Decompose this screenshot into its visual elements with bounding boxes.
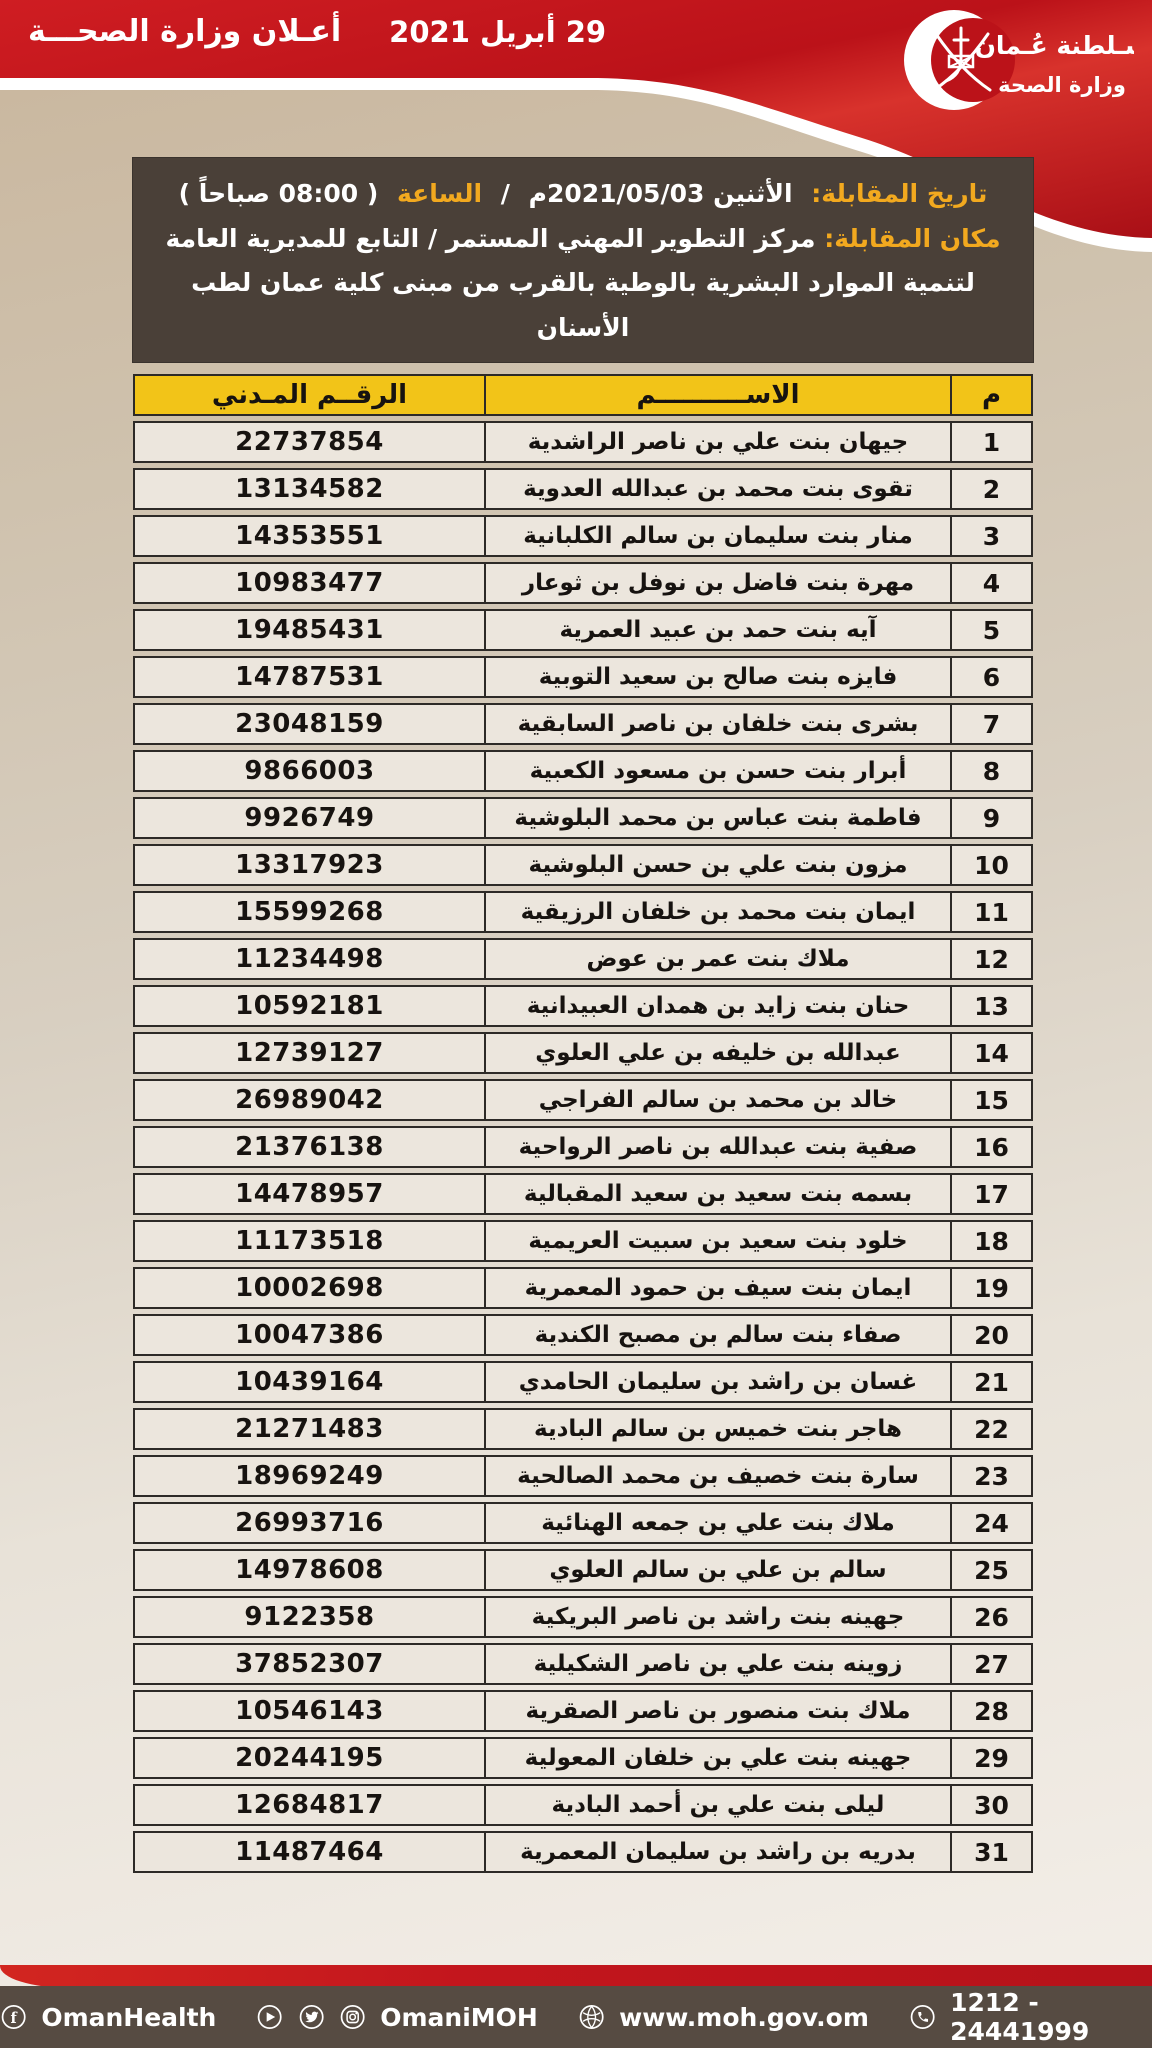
table-row: [133, 1831, 1033, 1873]
row-civil-id: 37852307: [133, 1643, 484, 1685]
row-civil-id: 10983477: [133, 562, 484, 604]
row-index: 18: [950, 1220, 1033, 1262]
row-index: 24: [950, 1502, 1033, 1544]
table-row: [133, 1079, 1033, 1121]
row-index: 16: [950, 1126, 1033, 1168]
table-row: [133, 515, 1033, 557]
row-index: 8: [950, 750, 1033, 792]
interview-time-label: الساعة: [397, 179, 483, 208]
table-row: [133, 1314, 1033, 1356]
interview-date-label: تاريخ المقابلة:: [811, 179, 988, 208]
header-text-group: [28, 14, 606, 49]
table-row: [133, 985, 1033, 1027]
row-index: 3: [950, 515, 1033, 557]
row-name: ايمان بنت سيف بن حمود المعمرية: [484, 1267, 950, 1309]
row-name: زوينه بنت علي بن ناصر الشكيلية: [484, 1643, 950, 1685]
row-name: بشرى بنت خلفان بن ناصر السابقية: [484, 703, 950, 745]
row-name: فايزه بنت صالح بن سعيد التوبية: [484, 656, 950, 698]
row-name: ايمان بنت محمد بن خلفان الرزيقية: [484, 891, 950, 933]
table-row: [133, 1361, 1033, 1403]
row-index: 11: [950, 891, 1033, 933]
table-row: [133, 656, 1033, 698]
oman-moh-emblem-icon: [894, 2, 1134, 120]
row-civil-id: 21376138: [133, 1126, 484, 1168]
website-globe-icon: [578, 2001, 605, 2033]
row-index: 31: [950, 1831, 1033, 1873]
table-row: [133, 1126, 1033, 1168]
table-row: [133, 1643, 1033, 1685]
row-civil-id: 18969249: [133, 1455, 484, 1497]
table-row: [133, 1549, 1033, 1591]
row-civil-id: 14353551: [133, 515, 484, 557]
row-index: 12: [950, 938, 1033, 980]
row-index: 27: [950, 1643, 1033, 1685]
table-row: [133, 891, 1033, 933]
row-index: 10: [950, 844, 1033, 886]
column-header-civil-id: الرقــم المـدني: [133, 374, 484, 416]
row-name: خلود بنت سعيد بن سبيت العريمية: [484, 1220, 950, 1262]
row-index: 5: [950, 609, 1033, 651]
row-name: سالم بن علي بن سالم العلوي: [484, 1549, 950, 1591]
phone-icon: [909, 2001, 936, 2033]
social-handle: OmaniMOH: [380, 2002, 538, 2032]
row-index: 21: [950, 1361, 1033, 1403]
row-civil-id: 10592181: [133, 985, 484, 1027]
row-civil-id: 20244195: [133, 1737, 484, 1779]
row-civil-id: 13134582: [133, 468, 484, 510]
svg-text:f: f: [10, 2009, 17, 2027]
row-civil-id: 23048159: [133, 703, 484, 745]
row-name: منار بنت سليمان بن سالم الكلبانية: [484, 515, 950, 557]
row-index: 9: [950, 797, 1033, 839]
table-row: [133, 1784, 1033, 1826]
row-name: مهرة بنت فاضل بن نوفل بن ثوعار: [484, 562, 950, 604]
row-civil-id: 26993716: [133, 1502, 484, 1544]
footer-red-stripe: [0, 1965, 1152, 1988]
table-row: [133, 1173, 1033, 1215]
facebook-handle: OmanHealth: [41, 2002, 217, 2032]
row-civil-id: 9926749: [133, 797, 484, 839]
table-row: [133, 562, 1033, 604]
row-civil-id: 11234498: [133, 938, 484, 980]
row-civil-id: 10439164: [133, 1361, 484, 1403]
row-index: 28: [950, 1690, 1033, 1732]
row-name: جيهان بنت علي بن ناصر الراشدية: [484, 421, 950, 463]
table-row: [133, 1455, 1033, 1497]
table-row: [133, 1596, 1033, 1638]
table-row: [133, 938, 1033, 980]
row-name: صفاء بنت سالم بن مصبح الكندية: [484, 1314, 950, 1356]
table-header-row: [133, 374, 1033, 416]
row-name: جهينه بنت علي بن خلفان المعولية: [484, 1737, 950, 1779]
row-index: 25: [950, 1549, 1033, 1591]
row-civil-id: 14978608: [133, 1549, 484, 1591]
row-civil-id: 9122358: [133, 1596, 484, 1638]
row-name: ملاك بنت علي بن جمعه الهنائية: [484, 1502, 950, 1544]
row-name: ملاك بنت منصور بن ناصر الصقرية: [484, 1690, 950, 1732]
table-row: [133, 750, 1033, 792]
interview-info-box: [133, 158, 1033, 362]
row-name: تقوى بنت محمد بن عبدالله العدوية: [484, 468, 950, 510]
table-row: [133, 797, 1033, 839]
table-row: [133, 703, 1033, 745]
table-row: [133, 1502, 1033, 1544]
table-row: [133, 1220, 1033, 1262]
row-index: 23: [950, 1455, 1033, 1497]
interview-location-label: مكان المقابلة:: [824, 223, 1001, 253]
table-row: [133, 421, 1033, 463]
candidates-table: [133, 369, 1033, 1878]
row-index: 26: [950, 1596, 1033, 1638]
row-index: 14: [950, 1032, 1033, 1074]
row-index: 20: [950, 1314, 1033, 1356]
row-index: 30: [950, 1784, 1033, 1826]
row-name: ليلى بنت علي بن أحمد البادية: [484, 1784, 950, 1826]
row-civil-id: 13317923: [133, 844, 484, 886]
youtube-icon: [256, 2001, 283, 2033]
table-row: [133, 1267, 1033, 1309]
column-header-index: م: [950, 374, 1033, 416]
row-name: بدريه بن راشد بن سليمان المعمرية: [484, 1831, 950, 1873]
interview-datetime-line: [159, 172, 1007, 217]
row-civil-id: 12684817: [133, 1784, 484, 1826]
row-name: هاجر بنت خميس بن سالم البادية: [484, 1408, 950, 1450]
instagram-icon: [339, 2001, 366, 2033]
row-civil-id: 21271483: [133, 1408, 484, 1450]
row-civil-id: 12739127: [133, 1032, 484, 1074]
row-civil-id: 10002698: [133, 1267, 484, 1309]
row-index: 2: [950, 468, 1033, 510]
row-index: 4: [950, 562, 1033, 604]
row-name: مزون بنت علي بن حسن البلوشية: [484, 844, 950, 886]
row-index: 6: [950, 656, 1033, 698]
row-index: 1: [950, 421, 1033, 463]
table-body: [133, 421, 1033, 1873]
row-civil-id: 10546143: [133, 1690, 484, 1732]
ministry-logo: [894, 2, 1134, 124]
row-civil-id: 9866003: [133, 750, 484, 792]
row-name: أبرار بنت حسن بن مسعود الكعبية: [484, 750, 950, 792]
row-name: صفية بنت عبدالله بن ناصر الرواحية: [484, 1126, 950, 1168]
row-name: خالد بن محمد بن سالم الفراجي: [484, 1079, 950, 1121]
twitter-icon: [298, 2001, 325, 2033]
row-civil-id: 11173518: [133, 1220, 484, 1262]
interview-location-value: مركز التطوير المهني المستمر / التابع للمديرية العامة لتنمية الموارد البشرية بالوطية بالقرب من مبنى كلية عمان لطب الأسنان: [165, 223, 975, 342]
row-name: فاطمة بنت عباس بن محمد البلوشية: [484, 797, 950, 839]
row-name: آيه بنت حمد بن عبيد العمرية: [484, 609, 950, 651]
row-index: 22: [950, 1408, 1033, 1450]
row-index: 15: [950, 1079, 1033, 1121]
row-index: 19: [950, 1267, 1033, 1309]
phone-number: 1212 - 24441999: [950, 1988, 1090, 2046]
row-name: سارة بنت خصيف بن محمد الصالحية: [484, 1455, 950, 1497]
row-index: 7: [950, 703, 1033, 745]
interview-time-value: ( 08:00 صباحاً ): [178, 179, 379, 208]
table-row: [133, 1690, 1033, 1732]
header: [0, 0, 1152, 140]
table-row: [133, 844, 1033, 886]
row-name: جهينه بنت راشد بن ناصر البريكية: [484, 1596, 950, 1638]
row-name: ملاك بنت عمر بن عوض: [484, 938, 950, 980]
row-civil-id: 26989042: [133, 1079, 484, 1121]
logo-text-line1: سـلطنة عُـمان: [974, 31, 1134, 60]
interview-date-value: الأثنين 2021/05/03م: [528, 179, 793, 208]
table-row: [133, 1032, 1033, 1074]
row-civil-id: 19485431: [133, 609, 484, 651]
website-url: www.moh.gov.om: [619, 2002, 869, 2032]
row-index: 29: [950, 1737, 1033, 1779]
table-row: [133, 1737, 1033, 1779]
interview-location-line: [159, 217, 1007, 351]
row-civil-id: 14787531: [133, 656, 484, 698]
header-date: 29 أبريل 2021: [389, 14, 607, 49]
row-index: 13: [950, 985, 1033, 1027]
table-row: [133, 609, 1033, 651]
row-civil-id: 15599268: [133, 891, 484, 933]
table-row: [133, 1408, 1033, 1450]
row-name: غسان بن راشد بن سليمان الحامدي: [484, 1361, 950, 1403]
table-row: [133, 468, 1033, 510]
page-title: أعـلان وزارة الصحـــة: [28, 14, 342, 49]
facebook-icon: [0, 2001, 27, 2033]
main-content: [133, 158, 1033, 1878]
row-civil-id: 10047386: [133, 1314, 484, 1356]
row-name: عبدالله بن خليفه بن علي العلوي: [484, 1032, 950, 1074]
row-index: 17: [950, 1173, 1033, 1215]
column-header-name: الاســــــــــم: [484, 374, 950, 416]
logo-text-line2: وزارة الصحة: [998, 73, 1126, 97]
row-name: حنان بنت زايد بن همدان العبيدانية: [484, 985, 950, 1027]
row-name: بسمه بنت سعيد بن سعيد المقبالية: [484, 1173, 950, 1215]
row-civil-id: 14478957: [133, 1173, 484, 1215]
row-civil-id: 22737854: [133, 421, 484, 463]
footer-bar: [0, 1986, 1152, 2048]
separator-slash: /: [500, 179, 510, 208]
row-civil-id: 11487464: [133, 1831, 484, 1873]
